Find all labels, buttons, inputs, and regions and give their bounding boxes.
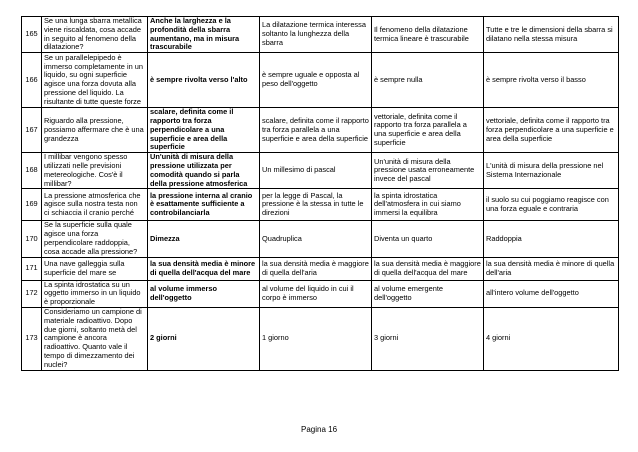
page-footer: Pagina 16 [300, 425, 338, 434]
question-number: 170 [22, 221, 42, 257]
correct-answer: Un'unità di misura della pressione utilizzata per comodità quando si parla della pressione atmosferica [148, 153, 260, 189]
correct-answer: la sua densità media è minore di quella dell'acqua del mare [148, 257, 260, 280]
answer-option: al volume del liquido in cui il corpo è immerso [260, 280, 372, 307]
answer-option: Raddoppia [484, 221, 619, 257]
table-row [22, 189, 619, 221]
quiz-table-body [22, 17, 619, 371]
correct-answer: 2 giorni [148, 307, 260, 370]
correct-answer: al volume immerso dell'oggetto [148, 280, 260, 307]
question-number: 172 [22, 280, 42, 307]
answer-option: 3 giorni [372, 307, 484, 370]
answer-option: vettoriale, definita come il rapporto tra forza parallela a una superficie e area della superficie [372, 108, 484, 153]
answer-option: la sua densità media è maggiore di quella dell'aria [260, 257, 372, 280]
question-text: Riguardo alla pressione, possiamo affermare che è una grandezza [42, 108, 148, 153]
question-text: Se una lunga sbarra metallica viene riscaldata, cosa accade in seguito al fenomeno della dilatazione? [42, 17, 148, 53]
answer-option: la sua densità media è maggiore di quella dell'acqua del mare [372, 257, 484, 280]
question-text: Una nave galleggia sulla superficie del mare se [42, 257, 148, 280]
table-row [22, 153, 619, 189]
answer-option: al volume emergente dell'oggetto [372, 280, 484, 307]
answer-option: Tutte e tre le dimensioni della sbarra si dilatano nella stessa misura [484, 17, 619, 53]
answer-option: Il fenomeno della dilatazione termica lineare è trascurabile [372, 17, 484, 53]
answer-option: Diventa un quarto [372, 221, 484, 257]
answer-option: è sempre uguale e opposta al peso dell'oggetto [260, 53, 372, 108]
answer-option: la sua densità media è minore di quella dell'aria [484, 257, 619, 280]
correct-answer: Dimezza [148, 221, 260, 257]
question-number: 169 [22, 189, 42, 221]
answer-option: La dilatazione termica interessa soltanto la lunghezza della sbarra [260, 17, 372, 53]
answer-option: Un millesimo di pascal [260, 153, 372, 189]
table-row [22, 307, 619, 370]
question-number: 168 [22, 153, 42, 189]
table-row [22, 17, 619, 53]
question-number: 173 [22, 307, 42, 370]
answer-option: 4 giorni [484, 307, 619, 370]
question-number: 171 [22, 257, 42, 280]
answer-option: 1 giorno [260, 307, 372, 370]
table-row [22, 257, 619, 280]
question-text: I millibar vengono spesso utilizzati nelle previsioni metereologiche. Cos'è il millibar? [42, 153, 148, 189]
correct-answer: la pressione interna al cranio è esattamente sufficiente a controbilanciarla [148, 189, 260, 221]
answer-option: il suolo su cui poggiamo reagisce con una forza eguale e contraria [484, 189, 619, 221]
answer-option: scalare, definita come il rapporto tra forza parallela a una superficie e area della superficie [260, 108, 372, 153]
quiz-table [21, 16, 619, 371]
question-text: Se la superficie sulla quale agisce una forza perpendicolare raddoppia, cosa accade alla pressione? [42, 221, 148, 257]
answer-option: per la legge di Pascal, la pressione è la stessa in tutte le direzioni [260, 189, 372, 221]
table-row [22, 280, 619, 307]
answer-option: la spinta idrostatica dell'atmosfera in cui siamo immersi la equilibra [372, 189, 484, 221]
answer-option: L'unità di misura della pressione nel Sistema Internazionale [484, 153, 619, 189]
question-number: 166 [22, 53, 42, 108]
answer-option: Quadruplica [260, 221, 372, 257]
question-text: La pressione atmosferica che agisce sulla nostra testa non ci schiaccia il cranio perché [42, 189, 148, 221]
question-number: 167 [22, 108, 42, 153]
answer-option: vettoriale, definita come il rapporto tra forza perpendicolare a una superficie e area della superficie [484, 108, 619, 153]
answer-option: all'intero volume dell'oggetto [484, 280, 619, 307]
correct-answer: Anche la larghezza e la profondità della sbarra aumentano, ma in misura trascurabile [148, 17, 260, 53]
question-text: Consideriamo un campione di materiale radioattivo. Dopo due giorni, soltanto metà del campione è ancora radioattivo. Quanto vale il tempo di dimezzamento dei nuclei? [42, 307, 148, 370]
answer-option: è sempre rivolta verso il basso [484, 53, 619, 108]
question-number: 165 [22, 17, 42, 53]
answer-option: è sempre nulla [372, 53, 484, 108]
correct-answer: è sempre rivolta verso l'alto [148, 53, 260, 108]
table-row [22, 221, 619, 257]
table-row [22, 53, 619, 108]
correct-answer: scalare, definita come il rapporto tra forza perpendicolare a una superficie e area della superficie [148, 108, 260, 153]
table-row [22, 108, 619, 153]
question-text: Se un parallelepipedo è immerso completamente in un liquido, su ogni superficie agisce una forza dovuta alla pressione del liquido. La risultante di tutte queste forze [42, 53, 148, 108]
question-text: La spinta idrostatica su un oggetto immerso in un liquido è proporzionale [42, 280, 148, 307]
answer-option: Un'unità di misura della pressione usata erroneamente invece del pascal [372, 153, 484, 189]
